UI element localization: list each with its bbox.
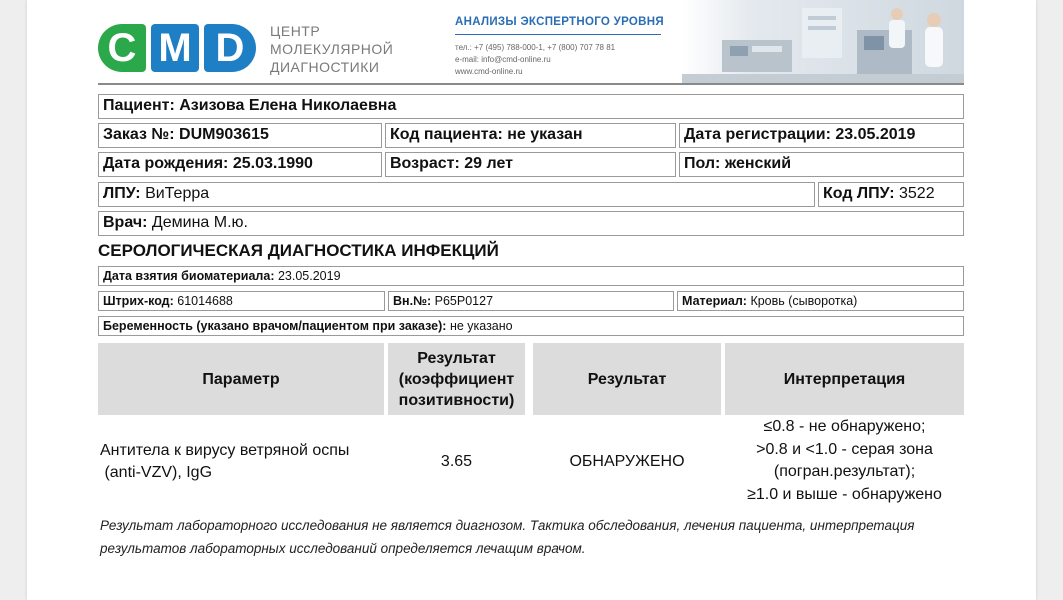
patient-code-value: не указан <box>507 126 583 143</box>
order-number-box <box>98 123 382 148</box>
header-divider <box>98 83 964 85</box>
cell-line: (anti-VZV), IgG <box>100 464 213 481</box>
section-title: СЕРОЛОГИЧЕСКАЯ ДИАГНОСТИКА ИНФЕКЦИЙ <box>98 241 499 260</box>
doctor-label: Врач: <box>103 214 148 231</box>
note-line: Результат лабораторного исследования не является диагнозом. Тактика обследования, лечения пациента, интерпретация <box>100 518 915 533</box>
cell-line: >0.8 и <1.0 - серая зона <box>756 440 933 458</box>
cell-line: Антитела к вирусу ветряной оспы <box>100 442 350 459</box>
patient-name-label: Пациент: <box>103 97 175 114</box>
material-label: Материал: <box>682 294 747 308</box>
lab-name-line: МОЛЕКУЛЯРНОЙ <box>270 41 394 57</box>
birth-date-box <box>98 152 382 177</box>
lab-name-line: ДИАГНОСТИКИ <box>270 59 380 75</box>
age-value: 29 лет <box>464 155 513 172</box>
cell-line: (погран.результат); <box>773 463 916 480</box>
tagline-underline <box>455 34 661 35</box>
internal-number-box <box>388 291 674 311</box>
header-label: Интерпретация <box>783 370 906 388</box>
header-line: Результат <box>417 349 496 367</box>
table-cell-result: ОБНАРУЖЕНО <box>569 453 685 470</box>
lpu-box <box>98 182 815 207</box>
order-number-label: Заказ №: <box>103 126 175 143</box>
sex-value: женский <box>724 155 792 172</box>
lab-name-line: ЦЕНТР <box>270 23 321 39</box>
table-header-parameter <box>98 343 384 415</box>
material-value: Кровь (сыворотка) <box>750 294 858 308</box>
patient-name-value: Азизова Елена Николаевна <box>179 97 397 114</box>
disclaimer-note <box>100 514 960 560</box>
age-label: Возраст: <box>390 155 460 172</box>
logo-letter-m: M <box>151 24 199 72</box>
collection-date-box <box>98 266 964 286</box>
pregnancy-value: не указано <box>449 319 513 333</box>
birth-date-label: Дата рождения: <box>103 155 229 172</box>
pregnancy-box <box>98 316 964 336</box>
lpu-code-box <box>818 182 964 207</box>
table-cell-parameter <box>100 440 384 484</box>
barcode-value: 61014688 <box>177 294 233 308</box>
phone-text: тел.: +7 (495) 788-000-1, +7 (800) 707 78 81 <box>455 43 616 52</box>
patient-code-label: Код пациента: <box>390 126 503 143</box>
table-cell-interpretation <box>725 416 964 506</box>
contacts <box>455 42 615 78</box>
collection-date-value: 23.05.2019 <box>277 269 341 283</box>
sex-label: Пол: <box>684 155 721 172</box>
tagline: АНАЛИЗЫ ЭКСПЕРТНОГО УРОВНЯ <box>455 16 664 28</box>
pregnancy-label: Беременность (указано врачом/пациентом при заказе): <box>103 319 447 333</box>
table-cell-coefficient: 3.65 <box>440 453 473 470</box>
collection-date-label: Дата взятия биоматериала: <box>103 269 275 283</box>
patient-name-box <box>98 94 964 119</box>
lpu-code-value: 3522 <box>899 185 935 202</box>
doctor-value: Демина М.ю. <box>151 214 248 231</box>
table-header-interpretation <box>725 343 964 415</box>
patient-code-box <box>385 123 676 148</box>
logo-letter-c: C <box>98 24 146 72</box>
table-header-result <box>533 343 721 415</box>
laboratory-photo-image <box>682 0 964 84</box>
order-number-value: DUM903615 <box>179 126 269 143</box>
barcode-box <box>98 291 385 311</box>
age-box <box>385 152 676 177</box>
birth-date-value: 25.03.1990 <box>232 155 313 172</box>
header-label: Результат <box>587 370 667 388</box>
internal-number-label: Вн.№: <box>393 294 432 308</box>
table-header-coefficient <box>388 343 525 415</box>
barcode-label: Штрих-код: <box>103 294 174 308</box>
sex-box <box>679 152 964 177</box>
lpu-label: ЛПУ: <box>103 185 141 202</box>
doctor-box <box>98 211 964 236</box>
internal-number-value: P65P0127 <box>434 294 494 308</box>
header-label: Параметр <box>202 370 280 388</box>
registration-date-box <box>679 123 964 148</box>
laboratory-photo <box>682 0 964 84</box>
cmd-logo <box>98 22 257 74</box>
material-box <box>677 291 964 311</box>
header-line: позитивности) <box>398 391 515 409</box>
lab-report-page <box>27 0 1036 600</box>
registration-date-value: 23.05.2019 <box>835 126 916 143</box>
email-text: e-mail: info@cmd-online.ru <box>455 55 551 64</box>
logo-letter-d: D <box>204 24 256 72</box>
note-line: результатов лабораторных исследований определяется лечащим врачом. <box>100 541 586 556</box>
lpu-code-label: Код ЛПУ: <box>823 185 895 202</box>
header-line: (коэффициент <box>398 370 515 388</box>
lpu-value: ВиТерра <box>145 185 210 202</box>
cell-line: ≥1.0 и выше - обнаружено <box>747 485 942 503</box>
lab-name <box>270 22 393 76</box>
website-text: www.cmd-online.ru <box>455 67 523 76</box>
registration-date-label: Дата регистрации: <box>684 126 831 143</box>
cell-line: ≤0.8 - не обнаружено; <box>763 418 926 435</box>
